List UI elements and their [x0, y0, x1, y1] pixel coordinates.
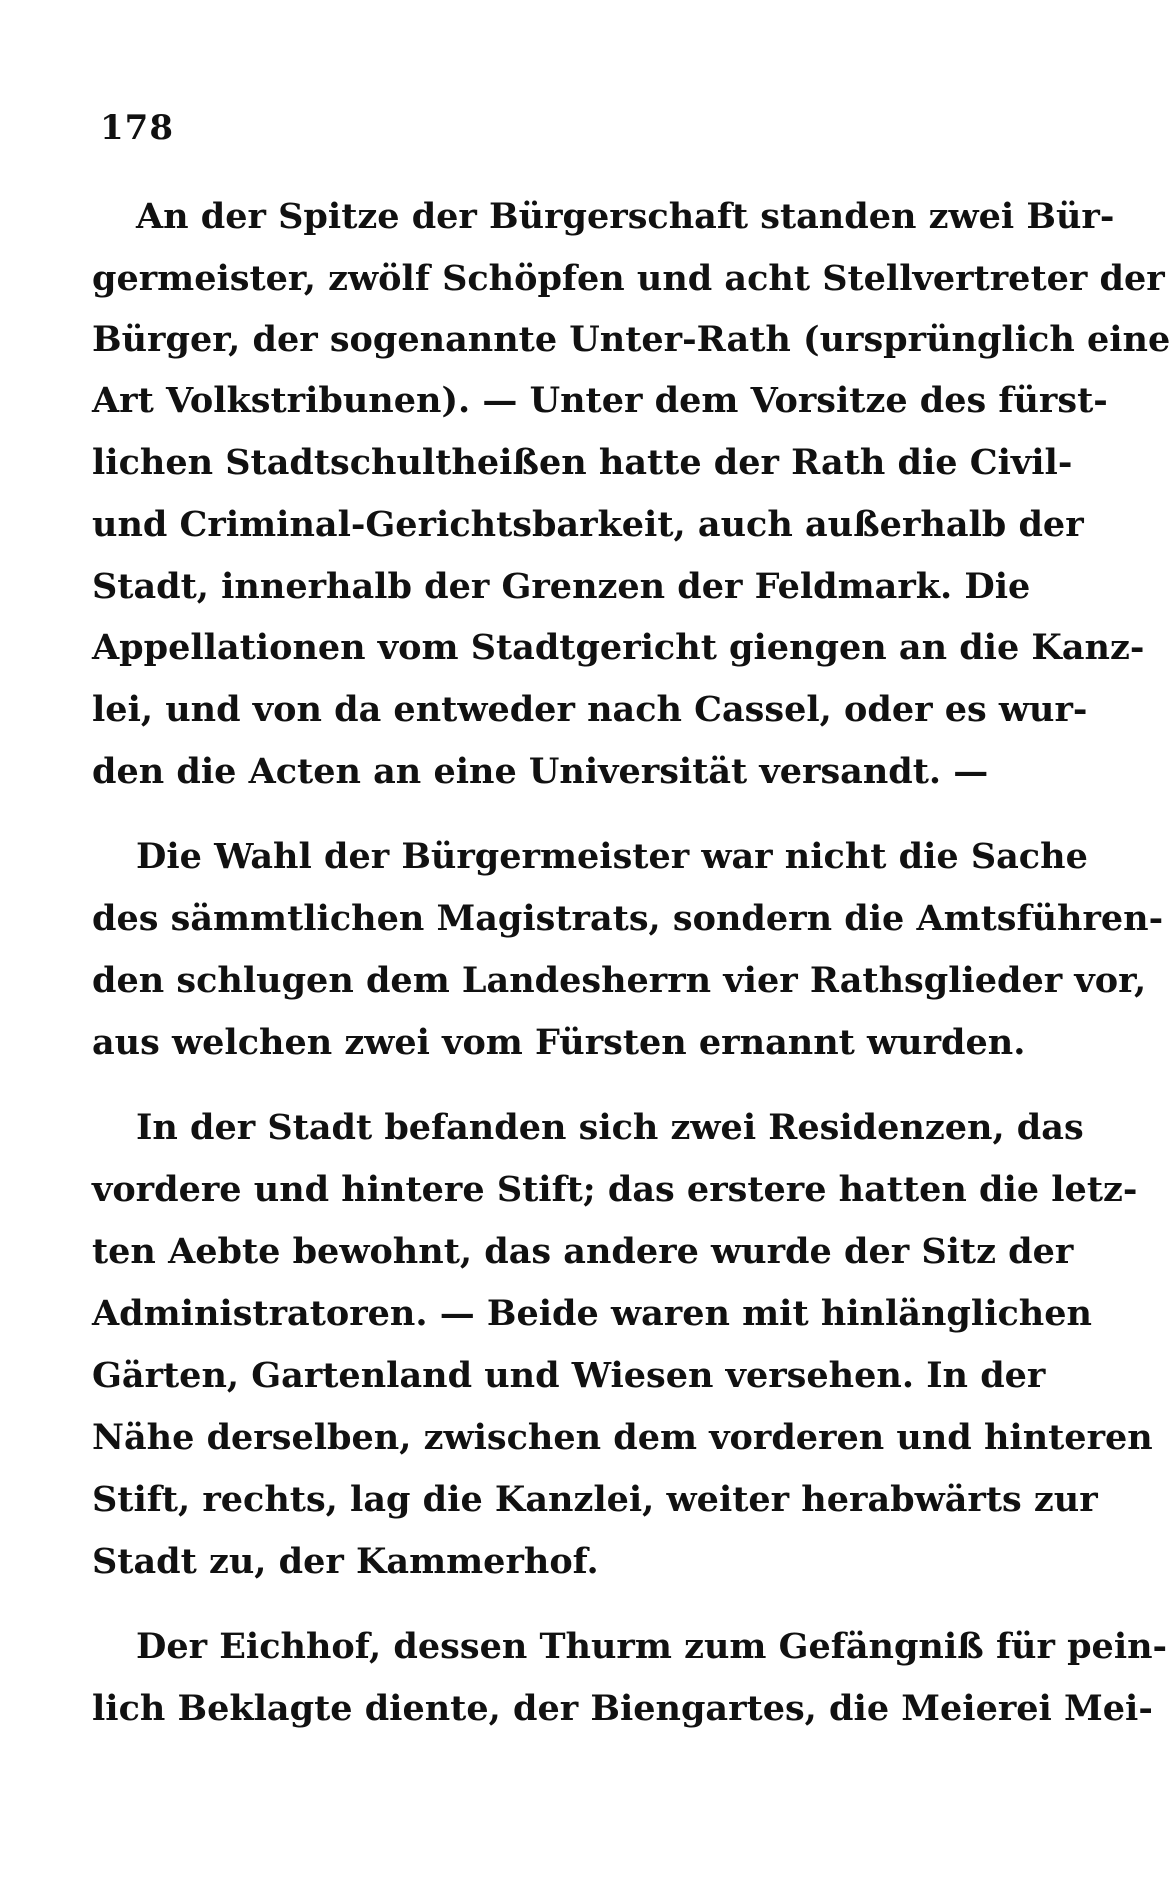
text-line: Art Volkstribunen). — Unter dem Vorsitze des fürst-: [92, 380, 1108, 421]
text-line: An der Spitze der Bürgerschaft standen zwei Bür-: [136, 196, 1115, 237]
text-line: Nähe derselben, zwischen dem vorderen und hinteren: [92, 1417, 1153, 1458]
text-line: Gärten, Gartenland und Wiesen versehen. In der: [92, 1355, 1046, 1396]
text-line: Stift, rechts, lag die Kanzlei, weiter herabwärts zur: [92, 1479, 1098, 1520]
text-line: In der Stadt befanden sich zwei Residenzen, das: [136, 1107, 1084, 1148]
text-line: und Criminal-Gerichtsbarkeit, auch außerhalb der: [92, 504, 1084, 545]
text-line: Bürger, der sogenannte Unter-Rath (ursprünglich eine: [92, 319, 1170, 360]
text-line: ten Aebte bewohnt, das andere wurde der Sitz der: [92, 1231, 1074, 1272]
text-line: Administratoren. — Beide waren mit hinlänglichen: [92, 1293, 1092, 1334]
text-line: den die Acten an eine Universität versandt. —: [92, 751, 989, 792]
text-line: Stadt, innerhalb der Grenzen der Feldmark. Die: [92, 566, 1031, 607]
text-line: des sämmtlichen Magistrats, sondern die Amtsführen-: [92, 898, 1164, 939]
text-line: Appellationen vom Stadtgericht giengen an die Kanz-: [92, 627, 1145, 668]
text-line: lich Beklagte diente, der Biengartes, die Meierei Mei-: [92, 1688, 1153, 1729]
text-line: aus welchen zwei vom Fürsten ernannt wurden.: [92, 1022, 1026, 1063]
text-line: lichen Stadtschultheißen hatte der Rath die Civil-: [92, 442, 1073, 483]
text-line: vordere und hintere Stift; das erstere hatten die letz-: [92, 1169, 1138, 1210]
text-line: germeister, zwölf Schöpfen und acht Stellvertreter der: [92, 258, 1165, 299]
text-line: Die Wahl der Bürgermeister war nicht die Sache: [136, 836, 1088, 877]
text-line: lei, und von da entweder nach Cassel, oder es wur-: [92, 689, 1088, 730]
text-line: Der Eichhof, dessen Thurm zum Gefängniß für pein-: [136, 1626, 1168, 1667]
text-line: den schlugen dem Landesherrn vier Rathsglieder vor,: [92, 960, 1147, 1001]
text-line: Stadt zu, der Kammerhof.: [92, 1541, 599, 1582]
page-number: 178: [100, 108, 174, 148]
